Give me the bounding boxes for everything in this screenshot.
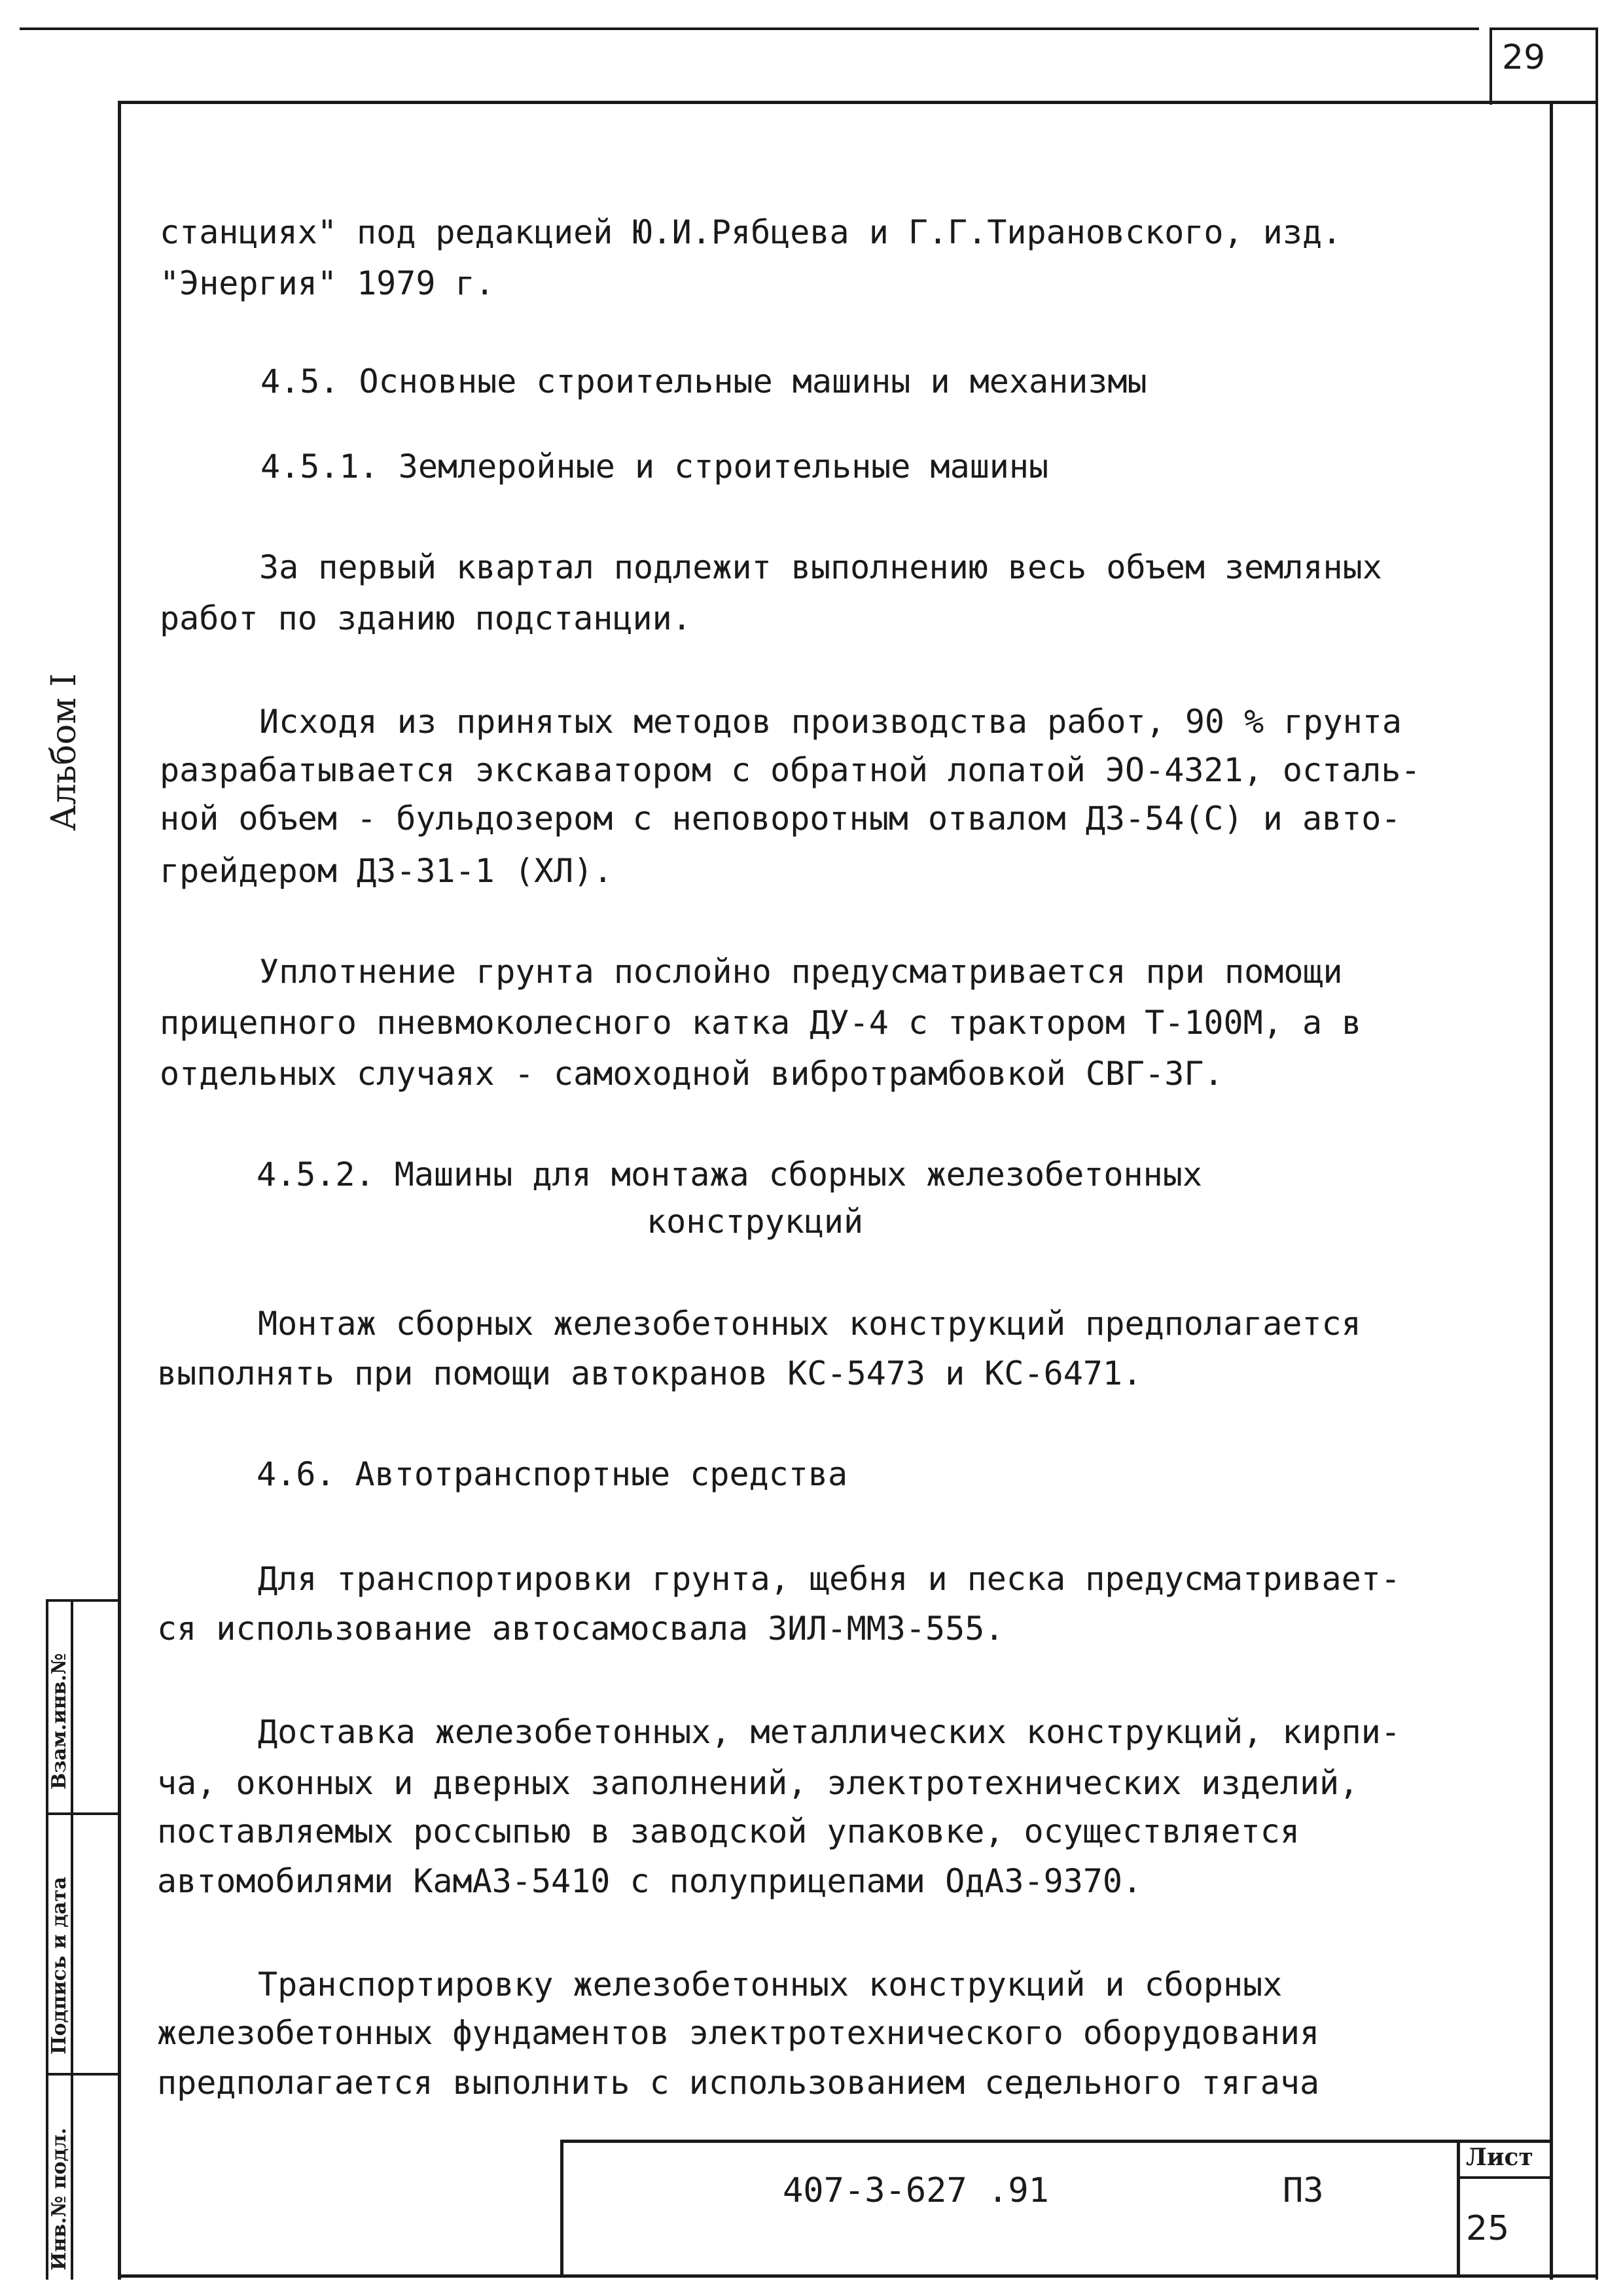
page-number-box-left	[1489, 27, 1492, 105]
stamp-top	[560, 2140, 1552, 2143]
text-line: железобетонных фундаментов электротехнического оборудования	[157, 2014, 1320, 2052]
page-number-box-right	[1596, 27, 1598, 105]
section-heading-4-5-2-cont: конструкций	[647, 1203, 864, 1241]
text-line: автомобилями КамАЗ-5410 с полуприцепами ОдАЗ-9370.	[157, 1862, 1143, 1900]
side-label-inv-exchange: Взам.инв.№	[48, 1653, 71, 1790]
frame-right-outer	[1596, 101, 1598, 2280]
text-line: разрабатывается экскаватором с обратной лопатой ЭО-4321, осталь-	[160, 751, 1421, 789]
frame-top	[118, 101, 1598, 104]
side-stamp-divider-1	[46, 1812, 119, 1815]
text-line: Уплотнение грунта послойно предусматривается при помощи	[259, 953, 1343, 991]
text-line: Транспортировку железобетонных конструкций и сборных	[258, 1966, 1283, 2004]
stamp-left	[560, 2140, 563, 2277]
side-stamp-top	[46, 1599, 119, 1602]
text-line: "Энергия" 1979 г.	[160, 264, 495, 302]
text-line: отдельных случаях - самоходной вибротрамбовкой СВГ-3Г.	[160, 1055, 1224, 1093]
side-label-signature-date: Подпись и дата	[48, 1877, 71, 2055]
page-number-box-top	[1489, 27, 1598, 30]
text-line: поставляемых россыпью в заводской упаковке, осуществляется	[157, 1812, 1300, 1850]
page-number: 29	[1502, 38, 1546, 77]
text-line: грейдером ДЗ-31-1 (ХЛ).	[160, 852, 613, 890]
stamp-sheet-divider	[1457, 2140, 1460, 2277]
text-line: Для транспортировки грунта, щебня и песка предусматривает-	[258, 1560, 1400, 1598]
section-heading-4-6: 4.6. Автотранспортные средства	[257, 1455, 848, 1493]
section-heading-4-5-1: 4.5.1. Землеройные и строительные машины	[260, 448, 1049, 486]
sheet-number: 25	[1466, 2209, 1510, 2248]
sheet-label: Лист	[1466, 2144, 1533, 2171]
stamp-sheet-label-line	[1457, 2176, 1552, 2179]
text-line: станциях" под редакцией Ю.И.Рябцева и Г.Г.Тирановского, изд.	[160, 213, 1342, 251]
text-line: работ по зданию подстанции.	[160, 599, 692, 637]
doc-type: ПЗ	[1283, 2171, 1324, 2210]
side-label-inv-original: Инв.№ подл.	[48, 2127, 71, 2270]
doc-code: 407-3-627 .91	[783, 2171, 1049, 2210]
text-line: ся использование автосамосвала ЗИЛ-ММЗ-555.	[157, 1610, 1005, 1648]
side-album-label: Альбом I	[45, 673, 84, 831]
text-line: выполнять при помощи автокранов КС-5473 и КС-6471.	[157, 1354, 1143, 1392]
frame-left	[118, 101, 121, 2280]
side-stamp-vertical	[71, 1599, 73, 2280]
text-line: ной объем - бульдозером с неповоротным отвалом ДЗ-54(С) и авто-	[160, 800, 1401, 838]
text-line: За первый квартал подлежит выполнению весь объем земляных	[259, 548, 1382, 586]
text-line: прицепного пневмоколесного катка ДУ-4 с трактором Т-100М, а в	[160, 1004, 1362, 1042]
text-line: Доставка железобетонных, металлических конструкций, кирпи-	[258, 1713, 1400, 1751]
frame-bottom	[118, 2274, 1598, 2278]
side-stamp-divider-2	[46, 2073, 119, 2075]
section-heading-4-5-2: 4.5.2. Машины для монтажа сборных железобетонных	[257, 1156, 1202, 1193]
section-heading-4-5: 4.5. Основные строительные машины и механизмы	[260, 362, 1147, 400]
frame-right	[1550, 101, 1553, 2280]
text-line: Исходя из принятых методов производства работ, 90 % грунта	[259, 703, 1402, 741]
frame-top-outer	[20, 27, 1479, 30]
text-line: Монтаж сборных железобетонных конструкций предполагается	[258, 1305, 1361, 1343]
text-line: ча, оконных и дверных заполнений, электротехнических изделий,	[157, 1764, 1359, 1802]
text-line: предполагается выполнить с использованием седельного тягача	[157, 2064, 1320, 2102]
